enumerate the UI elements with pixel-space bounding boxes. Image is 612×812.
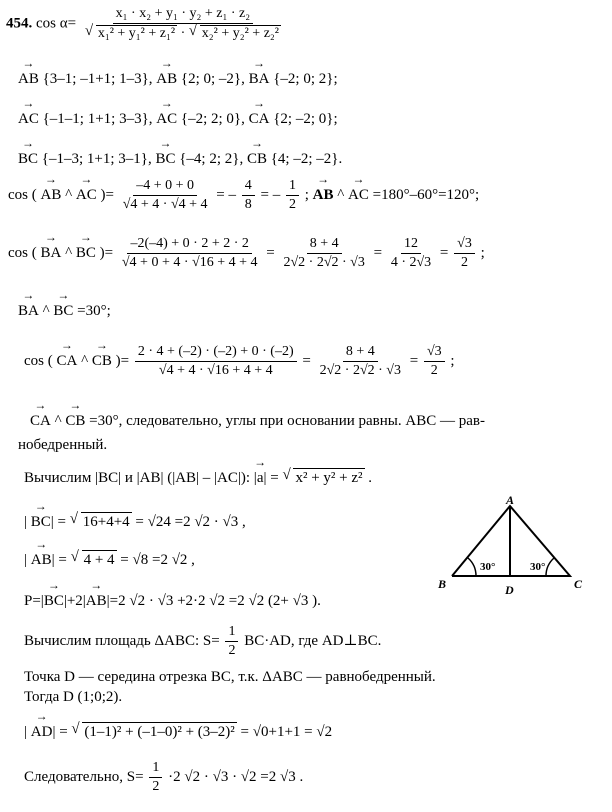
cos-formula-fraction — [82, 6, 284, 42]
perimeter-rest: |=2 √2 · √3 +2·2 √2 =2 √2 (2+ √3 ). — [106, 593, 321, 609]
cos3-vector-b: → CB — [92, 352, 112, 370]
cos-ab-ac-line: cos ( → AB ^ → AC )= $\frac{-4 + 0 + 0}{√4 + 4 \cdot √4 + 4}$ = – $\frac{4}{8}$ = – $\frac{1}{2}$ ; → AB ^ → AC =180°–60°=120°; — [8, 178, 479, 213]
cos3-fraction-3 — [424, 344, 445, 379]
cos3-line2: нобедренный. — [18, 437, 108, 453]
length-bc-line: | → BC| = √ 16+4+4 = √24 =2 √2 · √3 , — [24, 512, 246, 531]
midpoint-line — [24, 668, 436, 686]
cos3-fraction — [135, 344, 297, 379]
cos1-fraction — [120, 178, 211, 213]
cos3-fraction-2 — [317, 344, 404, 379]
cos2-angle-a: → BA — [18, 302, 39, 320]
midpoint-text: Точка D — середина отрезка BC, т.к. ΔABC — равнобедренный. — [24, 669, 436, 685]
length-intro-radicand: x² + y² + z² — [295, 470, 363, 486]
vector-cb: → CB — [247, 150, 267, 168]
isosceles-conclusion — [18, 436, 107, 454]
triangle-figure — [436, 496, 592, 600]
formula-line — [6, 6, 286, 42]
cos3-vector-a: → CA — [57, 352, 78, 370]
cos-formula-root-a: x₁² + y₁² + z₁² — [97, 26, 176, 42]
length-ab-vector: → AB — [31, 551, 52, 569]
label-b: B — [438, 577, 447, 591]
cos-ca-cb-line: cos ( → CA ^ → CB )= $\frac{2 \cdot 4 + (-2) \cdot (-2) + 0 \cdot (-2)}{√4 + 4 \cdot √16 + 4 + 4}$ = $\frac{8 + 4}{2√2 \cdot 2√2 \cdot √3}$ = $\frac{√3}{2}$ ; — [24, 344, 455, 379]
vector-ca: → CA — [249, 110, 270, 128]
cos2-f3-num: 12 — [401, 236, 421, 254]
d-coords: Тогда D (1;0;2). — [24, 689, 123, 705]
ac-result: {–2; 2; 0}, — [180, 111, 245, 127]
length-intro: Вычислим |BC| и |AB| (|AB| – |AC|): | — [24, 470, 257, 486]
cos-formula-numerator: x₁ · x₂ + y₁ · y₂ + z₁ · z₂ — [113, 6, 254, 24]
label-c: C — [574, 577, 583, 591]
label-d: D — [505, 583, 514, 597]
cos3-angle-a: → CA — [30, 412, 51, 430]
cos-alpha-label: cos α= — [36, 15, 77, 32]
length-intro-line — [24, 468, 372, 487]
length-ad-rest: = √0+1+1 = √2 — [240, 724, 333, 740]
cos1-angle-b: → AC — [348, 186, 369, 204]
cos3-angle-b: → CB — [65, 412, 85, 430]
cos2-f2-den: 2√2 · 2√2 · √3 — [283, 255, 365, 271]
cos1-vector-a: → AB — [41, 186, 62, 204]
cos3-numerator: 2 · 4 + (–2) · (–2) + 0 · (–2) — [135, 344, 297, 362]
cos2-f4-num: √3 — [454, 236, 475, 254]
cos2-denominator: √4 + 0 + 4 · √16 + 4 + 4 — [121, 255, 258, 271]
length-bc-rest: = √24 =2 √2 · √3 , — [135, 514, 246, 530]
cos2-f4-den: 2 — [460, 255, 468, 271]
cos2-fraction — [119, 236, 261, 271]
area-text2: BC·AD, где AD⊥BC. — [244, 633, 382, 650]
cos1-f2-den: 8 — [244, 197, 252, 213]
length-bc-eq: | = — [50, 514, 66, 530]
angle-arc-c — [546, 558, 554, 576]
label-a: A — [506, 496, 515, 507]
perimeter-ab: → AB — [86, 592, 107, 610]
cos3-suffix: )= — [115, 353, 130, 370]
bc-calc: {–1–3; 1+1; 3–1}, — [41, 151, 152, 167]
cos2-vector-a: → BA — [41, 244, 62, 262]
cos2-angle-b: → BC — [53, 302, 73, 320]
cos1-eq2: = – — [216, 187, 236, 204]
vector-line-bc — [18, 150, 342, 168]
ca-result: {2; –2; 0}; — [273, 111, 338, 127]
cos3-semicolon: ; — [450, 353, 455, 370]
cos2-vector-b: → BC — [76, 244, 96, 262]
area-fraction — [225, 624, 238, 659]
vector-ac: → AC — [18, 110, 39, 128]
vector-ab-2: → AB — [156, 70, 177, 88]
length-ab-eq: | = — [51, 552, 67, 568]
cos2-f3-den: 4 · 2√3 — [390, 255, 432, 271]
bc-result: {–4; 2; 2}, — [179, 151, 244, 167]
cos2-fraction-3 — [388, 236, 434, 271]
cos2-angle-result: =30°; — [77, 303, 111, 319]
vector-ba: → BA — [249, 70, 270, 88]
cos1-angle-a: → AB — [313, 186, 334, 204]
cos1-vector-b: → AC — [76, 186, 97, 204]
cb-result: {4; –2; –2}. — [270, 151, 343, 167]
cos2-prefix: cos ( — [8, 245, 37, 262]
angle-ca-cb-line: → CA ^ → CB =30°, следовательно, углы при основании равны. ABC — рав- — [30, 412, 485, 430]
ac-calc: {–1–1; 1+1; 3–3}, — [42, 111, 153, 127]
perimeter-prefix: P=| — [24, 593, 44, 609]
cos2-numerator: –2(–4) + 0 · 2 + 2 · 2 — [127, 236, 251, 254]
length-ab-radicand: 4 + 4 — [83, 552, 115, 568]
length-ab-rest: = √8 =2 √2 , — [120, 552, 195, 568]
length-ad-line: | → AD| = √ (1–1)² + (–1–0)² + (3–2)² = √0+1+1 = √2 — [24, 722, 332, 741]
length-bc-vector: → BC — [31, 513, 51, 531]
final-rest: ·2 √2 · √3 · √2 =2 √3 . — [168, 769, 304, 786]
cos3-f3-den: 2 — [430, 363, 438, 379]
d-coords-line — [24, 688, 122, 706]
perimeter-mid: |+2| — [63, 593, 86, 609]
area-f-den: 2 — [228, 643, 236, 659]
vector-ab: → AB — [18, 70, 39, 88]
cos1-angle-result: =180°–60°=120°; — [372, 187, 480, 204]
length-intro-end: . — [368, 470, 373, 486]
final-text: Следовательно, S= — [24, 769, 144, 786]
cos1-suffix: )= — [100, 187, 114, 204]
length-ad-eq: | = — [52, 724, 68, 740]
cos1-numerator: –4 + 0 + 0 — [133, 178, 197, 196]
vector-line-ab — [18, 70, 338, 88]
cos1-denominator: √4 + 4 · √4 + 4 — [122, 197, 208, 213]
cos2-fraction-4 — [454, 236, 475, 271]
perimeter-bc: → BC — [44, 592, 64, 610]
length-intro-eq: | = — [263, 470, 279, 486]
length-ad-vector: → AD — [31, 723, 53, 741]
area-line — [24, 624, 381, 659]
final-area-line — [24, 760, 303, 795]
cos1-eq3: = – — [260, 187, 281, 204]
ab-calc: {3–1; –1+1; 1–3}, — [42, 71, 153, 87]
vector-ac-2: → AC — [156, 110, 177, 128]
vector-a: → a — [257, 469, 264, 487]
cos3-prefix: cos ( — [24, 353, 53, 370]
cos3-f2-den: 2√2 · 2√2 · √3 — [319, 363, 401, 379]
cos1-f3-num: 1 — [286, 178, 299, 196]
cos2-suffix: )= — [99, 245, 114, 262]
vector-bc-2: → BC — [155, 150, 175, 168]
ba-result: {–2; 0; 2}; — [273, 71, 338, 87]
cos3-angle-result: =30°, следовательно, углы при основании равны. ABC — рав- — [89, 413, 485, 429]
cos3-denominator: √4 + 4 · √16 + 4 + 4 — [158, 363, 273, 379]
angle-label-right: 30° — [530, 561, 546, 573]
cos-ba-bc-line: cos ( → BA ^ → BC )= $\frac{-2(-4) + 0 \cdot 2 + 2 \cdot 2}{√4 + 0 + 4 \cdot √16 + 4 + 4}$ = $\frac{8 + 4}{2√2 \cdot 2√2 \cdot √3}$ = $\frac{12}{4 \cdot 2√3}$ = $\frac{√3}{2}$ ; — [8, 236, 485, 271]
cos1-semicolon: ; — [304, 187, 309, 204]
cos1-fraction-3 — [286, 178, 299, 213]
ab-result: {2; 0; –2}, — [180, 71, 245, 87]
angle-ba-bc-line: → BA ^ → BC =30°; — [18, 302, 111, 320]
vector-bc: → BC — [18, 150, 38, 168]
length-ad-radicand: (1–1)² + (–1–0)² + (3–2)² — [84, 724, 235, 740]
cos1-f2-num: 4 — [242, 178, 255, 196]
vector-line-ac — [18, 110, 338, 128]
cos2-fraction-2 — [280, 236, 367, 271]
final-fraction — [149, 760, 162, 795]
cos3-f2-num: 8 + 4 — [343, 344, 378, 362]
final-f-num: 1 — [149, 760, 162, 778]
cos-formula-root-b: x₂² + y₂² + z₂² — [201, 26, 279, 42]
area-text1: Вычислим площадь ΔABC: S= — [24, 633, 220, 650]
final-f-den: 2 — [152, 779, 160, 795]
cos1-f3-den: 2 — [288, 197, 296, 213]
problem-number: 454. — [6, 15, 33, 32]
angle-arc-b — [468, 558, 476, 576]
cos3-f3-num: √3 — [424, 344, 445, 362]
cos1-prefix: cos ( — [8, 187, 37, 204]
perimeter-line — [24, 592, 321, 610]
cos-formula-denominator: √ x₁² + y₁² + z₁² · √ x₂² + y₂² + z₂² — [82, 24, 284, 42]
length-bc-radicand: 16+4+4 — [82, 514, 130, 530]
area-f-num: 1 — [225, 624, 238, 642]
length-ab-line: | → AB| = √ 4 + 4 = √8 =2 √2 , — [24, 550, 195, 569]
angle-label-left: 30° — [480, 561, 496, 573]
cos2-f2-num: 8 + 4 — [307, 236, 342, 254]
cos2-semicolon: ; — [480, 245, 485, 262]
cos1-fraction-2 — [242, 178, 255, 213]
